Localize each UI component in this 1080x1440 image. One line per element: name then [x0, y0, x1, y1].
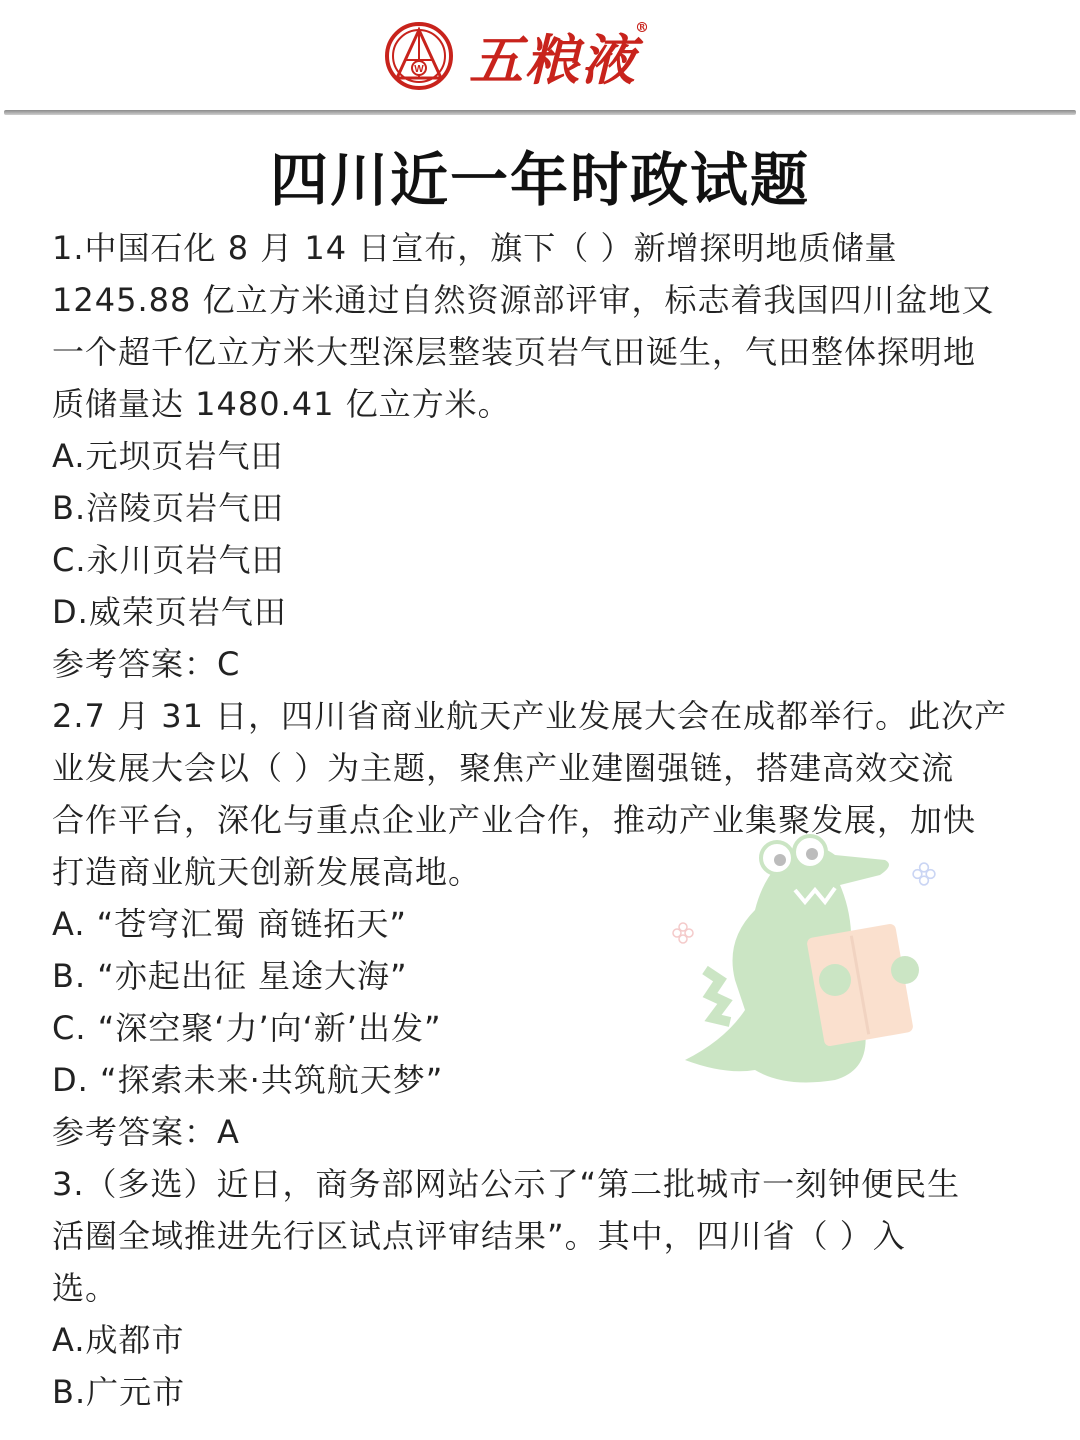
- question-3-option-a: A.成都市: [52, 1321, 185, 1359]
- question-2-option-a: A. “苍穹汇蜀 商链拓天”: [52, 905, 408, 943]
- header: [0, 0, 1080, 112]
- question-1-stem-line: 质储量达 1480.41 亿立方米。: [52, 385, 511, 423]
- brand-name-text: 五粮液: [469, 27, 637, 92]
- question-1-option-c: C.永川页岩气田: [52, 541, 285, 579]
- brand-name: [469, 18, 651, 95]
- logo-letter: W: [414, 64, 424, 75]
- question-2-answer: 参考答案：A: [52, 1113, 240, 1151]
- question-list: [52, 222, 1042, 1418]
- header-divider: [4, 110, 1076, 115]
- question-3-stem-line: 3.（多选）近日，商务部网站公示了“第二批城市一刻钟便民生: [52, 1165, 961, 1203]
- question-2-stem-line: 打造商业航天创新发展高地。: [52, 853, 482, 891]
- question-2-stem-line: 业发展大会以（ ）为主题，聚焦产业建圈强链，搭建高效交流: [52, 749, 955, 787]
- question-1-stem-line: 1.中国石化 8 月 14 日宣布，旗下（ ）新增探明地质储量: [52, 229, 898, 267]
- question-1-stem-line: 一个超千亿立方米大型深层整装页岩气田诞生，气田整体探明地: [52, 333, 977, 371]
- question-1-option-d: D.威荣页岩气田: [52, 593, 287, 631]
- question-1-stem-line: 1245.88 亿立方米通过自然资源部评审，标志着我国四川盆地又: [52, 281, 995, 319]
- question-1-option-b: B.涪陵页岩气田: [52, 489, 285, 527]
- question-1-answer: 参考答案：C: [52, 645, 241, 683]
- question-3-stem-line: 选。: [52, 1269, 119, 1307]
- brand-registered-mark: ®: [635, 19, 651, 36]
- page-title: 四川近一年时政试题: [269, 146, 810, 214]
- question-3-stem-line: 活圈全域推进先行区试点评审结果”。其中，四川省（ ）入: [52, 1217, 906, 1255]
- wuliangye-logo-icon: [383, 20, 455, 92]
- question-3-option-b: B.广元市: [52, 1373, 186, 1411]
- question-2-option-c: C. “深空聚‘力’向‘新’出发”: [52, 1009, 442, 1047]
- brand-logo: [383, 18, 651, 95]
- question-2-stem-line: 2.7 月 31 日，四川省商业航天产业发展大会在成都举行。此次产: [52, 697, 1008, 735]
- question-2-stem-line: 合作平台，深化与重点企业产业合作，推动产业集聚发展，加快: [52, 801, 977, 839]
- question-2-option-d: D. “探索未来·共筑航天梦”: [52, 1061, 444, 1099]
- question-1-option-a: A.元坝页岩气田: [52, 437, 284, 475]
- question-2-option-b: B. “亦起出征 星途大海”: [52, 957, 408, 995]
